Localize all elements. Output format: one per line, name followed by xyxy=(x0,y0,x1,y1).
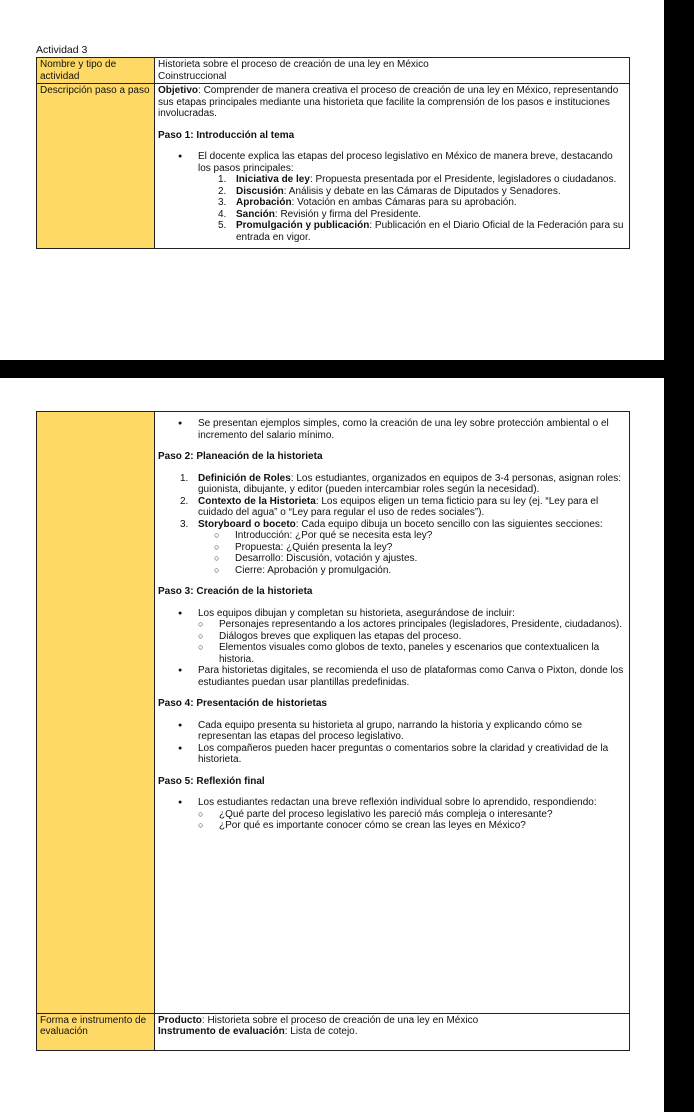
description-label-continued xyxy=(37,412,155,1014)
page-divider xyxy=(0,360,694,378)
step2-list-item: 1. Definición de Roles: Los estudiantes, organizados en equipos de 3-4 personas, asignan roles: guionista, dibujante, y editor (pueden intercambiar roles según la necesidad). xyxy=(180,472,622,495)
step2-section-item: ○ Propuesta: ¿Quién presenta la ley? xyxy=(214,542,626,554)
step3-sub-item: ○ Diálogos breves que expliquen las etapas del proceso. xyxy=(198,631,626,643)
step4-title: Paso 4: Presentación de historietas xyxy=(158,698,327,709)
activity-table-page1 xyxy=(36,57,630,249)
step5-bullet: ● Los estudiantes redactan una breve reflexión individual sobre lo aprendido, respondiendo: ○ ¿Qué parte del proceso legislativo les pareció más compleja o interesante? ○ ¿Por qué es importante conocer cómo se crean las leyes en México? xyxy=(158,797,626,832)
step1-list-item: 3. Aprobación: Votación en ambas Cámaras para su aprobación. xyxy=(218,197,517,208)
step2-title: Paso 2: Planeación de la historieta xyxy=(158,451,323,462)
name-value: Historieta sobre el proceso de creación de una ley en México Coinstruccional xyxy=(155,58,630,84)
activity-table-page2 xyxy=(36,411,630,1051)
evaluation-label: Forma e instrumento de evaluación xyxy=(37,1013,155,1050)
step2-list xyxy=(158,473,626,531)
activity-title: Actividad 3 xyxy=(36,44,88,56)
evaluation-content xyxy=(155,1013,630,1050)
step3-bullet2: ● Para historietas digitales, se recomienda el uso de plataformas como Canva o Pixton, donde los estudiantes puedan usar plantillas predefinidas. xyxy=(158,665,626,688)
step3-subs xyxy=(158,619,626,665)
step3-sub-item: ○ Personajes representando a los actores principales (legisladores, Presidente, ciudadanos). xyxy=(198,619,626,631)
step5-sub-item: ○ ¿Qué parte del proceso legislativo les pareció más compleja o interesante? xyxy=(198,809,626,821)
instrument: Instrumento de evaluación: Lista de cotejo. xyxy=(158,1026,358,1038)
step4-bullet-item: ● Cada equipo presenta su historieta al grupo, narrando la historia y explicando cómo se representan las etapas del proceso legislativo. xyxy=(158,720,626,743)
step2-section-item: ○ Introducción: ¿Por qué se necesita esta ley? xyxy=(214,530,626,542)
step1-bullet: ● El docente explica las etapas del proceso legislativo en México de manera breve, destacando los pasos principales: xyxy=(158,151,626,174)
step1-list-item: 5. Promulgación y publicación: Publicación en el Diario Oficial de la Federación para su entrada en vigor. xyxy=(218,220,624,243)
step3-bullet1: ● Los equipos dibujan y completan su historieta, asegurándose de incluir: ○ Personajes representando a los actores principales (legisladores, Presidente, ciudadanos). ○ Diálogos breves que expliquen las etapas del proceso. ○ Elementos visuales como globos de texto, paneles y escenarios que contextualicen la historia. xyxy=(158,608,626,666)
step2-section-item: ○ Desarrollo: Discusión, votación y ajustes. xyxy=(214,553,626,565)
description-content-continued xyxy=(155,412,630,1014)
step5-sub-item: ○ ¿Por qué es importante conocer cómo se crean las leyes en México? xyxy=(198,820,626,832)
step2-section-item: ○ Cierre: Aprobación y promulgación. xyxy=(214,565,626,577)
product: Producto: Historieta sobre el proceso de creación de una ley en México xyxy=(158,1014,479,1026)
step3-title: Paso 3: Creación de la historieta xyxy=(158,586,313,597)
step1-bullet-examples: ● Se presentan ejemplos simples, como la creación de una ley sobre protección ambiental o el incremento del salario mínimo. xyxy=(158,418,626,441)
step1-list-item: 4. Sanción: Revisión y firma del Presidente. xyxy=(218,208,422,220)
step2-list-item: 3. Storyboard o boceto: Cada equipo dibuja un boceto sencillo con las siguientes secciones: xyxy=(180,518,603,530)
step1-list-item: 1. Iniciativa de ley: Propuesta presentada por el Presidente, legisladores o ciudadanos. xyxy=(218,174,617,185)
objective: Objetivo: Comprender de manera creativa el proceso de creación de una ley en México, representando sus etapas principales mediante una historieta que facilite la comprensión de los pasos e instituciones involucradas. xyxy=(158,85,619,119)
name-label: Nombre y tipo de actividad xyxy=(37,58,155,84)
step2-list-item: 2. Contexto de la Historieta: Los equipos eligen un tema ficticio para su ley (ej. “Ley para el cuidado del agua” o “Ley para regular el uso de redes sociales”). xyxy=(180,495,599,518)
step3-sub-item: ○ Elementos visuales como globos de texto, paneles y escenarios que contextualicen la historia. xyxy=(198,642,626,665)
step2-sections xyxy=(158,530,626,576)
step5-subs xyxy=(158,809,626,832)
step1-list-item: 2. Discusión: Análisis y debate en las Cámaras de Diputados y Senadores. xyxy=(218,185,561,197)
step5-title: Paso 5: Reflexión final xyxy=(158,775,265,787)
description-content xyxy=(155,84,630,249)
description-label: Descripción paso a paso xyxy=(37,84,155,249)
step1-list xyxy=(158,174,626,247)
step1-title: Paso 1: Introducción al tema xyxy=(158,129,295,141)
step4-bullet-item: ● Los compañeros pueden hacer preguntas o comentarios sobre la claridad y creatividad de la historieta. xyxy=(158,743,626,766)
right-black-edge xyxy=(664,0,694,1112)
step4-bullets xyxy=(158,720,626,766)
